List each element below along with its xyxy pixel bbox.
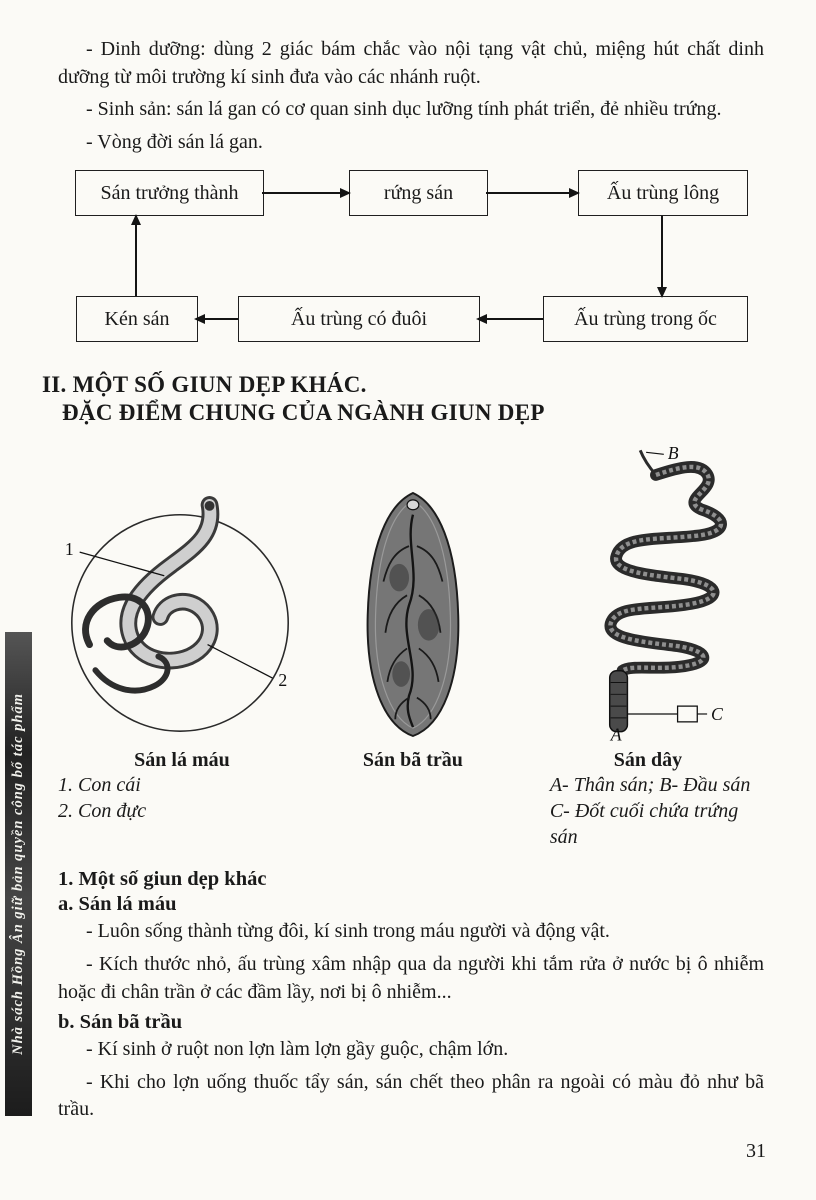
label-leader-line [646, 453, 664, 455]
betel-fluke-figure [350, 485, 476, 745]
figure1-caption: Sán lá máu [134, 749, 230, 772]
arrow-right-icon [486, 192, 578, 194]
worm-head-icon [205, 501, 215, 511]
flow-box-ciliated-larva: Ấu trùng lông [578, 170, 748, 216]
arrow-left-icon [196, 318, 238, 320]
flow-box-cyst: Kén sán [76, 296, 198, 342]
arrow-right-icon [262, 192, 349, 194]
arrow-left-icon [478, 318, 543, 320]
figure3-note-2: C- Đốt cuối chứa trứng sán [549, 800, 739, 849]
page-number: 31 [746, 1140, 766, 1162]
organ-blotch-icon [392, 662, 410, 688]
paragraph-b1: - Kí sinh ở ruột non lợn làm lợn gầy guộc, chậm lớn. [86, 1038, 509, 1061]
flow-box-larva-in-snail: Ấu trùng trong ốc [543, 296, 748, 342]
flow-box-tailed-larva: Ấu trùng có đuôi [238, 296, 480, 342]
oral-sucker-icon [407, 500, 419, 510]
figure3-caption: Sán dây [613, 749, 683, 772]
figure2-caption: Sán bã trầu [362, 749, 463, 772]
figure1-label-2: 2 [278, 670, 288, 691]
paragraph-nutrition: - Dinh dưỡng: dùng 2 giác bám chắc vào nội tạng vật chủ, miệng hút chất dinh dưỡng từ môi trường kí sinh đưa vào các nhánh ruột. [58, 38, 764, 88]
flow-box-egg: rứng sán [349, 170, 488, 216]
terminal-proglottid-icon [610, 671, 628, 732]
flow-box-adult: Sán trưởng thành [75, 170, 264, 216]
paragraph-b2: - Khi cho lợn uống thuốc tẩy sán, sán chết theo phân ra ngoài có màu đỏ như bã trầu. [58, 1070, 764, 1121]
organ-blotch-icon [418, 609, 440, 640]
figure3-label-B: B [667, 443, 679, 464]
paragraph-reproduction: - Sinh sản: sán lá gan có cơ quan sinh dục lưỡng tính phát triển, đẻ nhiều trứng. [86, 98, 722, 121]
caption-betel-fluke [350, 749, 476, 850]
paragraph-a1: - Luôn sống thành từng đôi, kí sinh trong máu người và động vật. [86, 920, 610, 943]
lifecycle-flowchart [58, 170, 764, 352]
copyright-spine-text: Nhà sách Hồng Ân giữ bản quyền công bố tác phẩm [10, 693, 26, 1055]
figure3-label-A: A [610, 724, 622, 745]
subsection-a-title: a. Sán lá máu [58, 893, 177, 916]
subsection1-title: 1. Một số giun dẹp khác [58, 868, 267, 891]
figure-row [58, 440, 764, 745]
caption-row [58, 749, 764, 850]
arrow-up-icon [135, 216, 137, 296]
section-heading-line1: II. MỘT SỐ GIUN DẸP KHÁC. [42, 372, 367, 398]
magnifier-circle-icon [72, 515, 288, 731]
male-worm-icon [86, 597, 149, 647]
label-leader-line [80, 553, 165, 577]
section-heading-line2: ĐẶC ĐIỂM CHUNG CỦA NGÀNH GIUN DẸP [62, 400, 545, 426]
tapeworm-figure [532, 440, 764, 745]
figure3-label-C: C [710, 704, 723, 725]
figure1-note-1: 1. Con cái [58, 774, 141, 797]
subsection-b-title: b. Sán bã trầu [58, 1011, 183, 1034]
page-content [42, 36, 764, 1129]
fluke-body-icon [367, 493, 458, 736]
blood-fluke-figure [60, 495, 306, 745]
caption-blood-fluke [58, 749, 306, 850]
copyright-spine [5, 632, 32, 1116]
label-leader-line [208, 645, 273, 678]
arrow-down-icon [661, 216, 663, 296]
caption-tapeworm [532, 749, 764, 850]
paragraph-a2: - Kích thước nhỏ, ấu trùng xâm nhập qua da người khi tắm rửa ở nước bị ô nhiễm hoặc đi chân trần ở các đầm lầy, nơi bị ô nhiễm... [58, 952, 764, 1003]
figure1-note-2: 2. Con đực [58, 800, 147, 823]
figure3-note-1: A- Thân sán; B- Đầu sán [549, 774, 751, 797]
figure1-label-1: 1 [64, 539, 74, 560]
paragraph-lifecycle-intro: - Vòng đời sán lá gan. [86, 130, 263, 153]
callout-box-icon [677, 706, 697, 722]
body-section [58, 868, 764, 1124]
organ-blotch-icon [389, 564, 409, 592]
